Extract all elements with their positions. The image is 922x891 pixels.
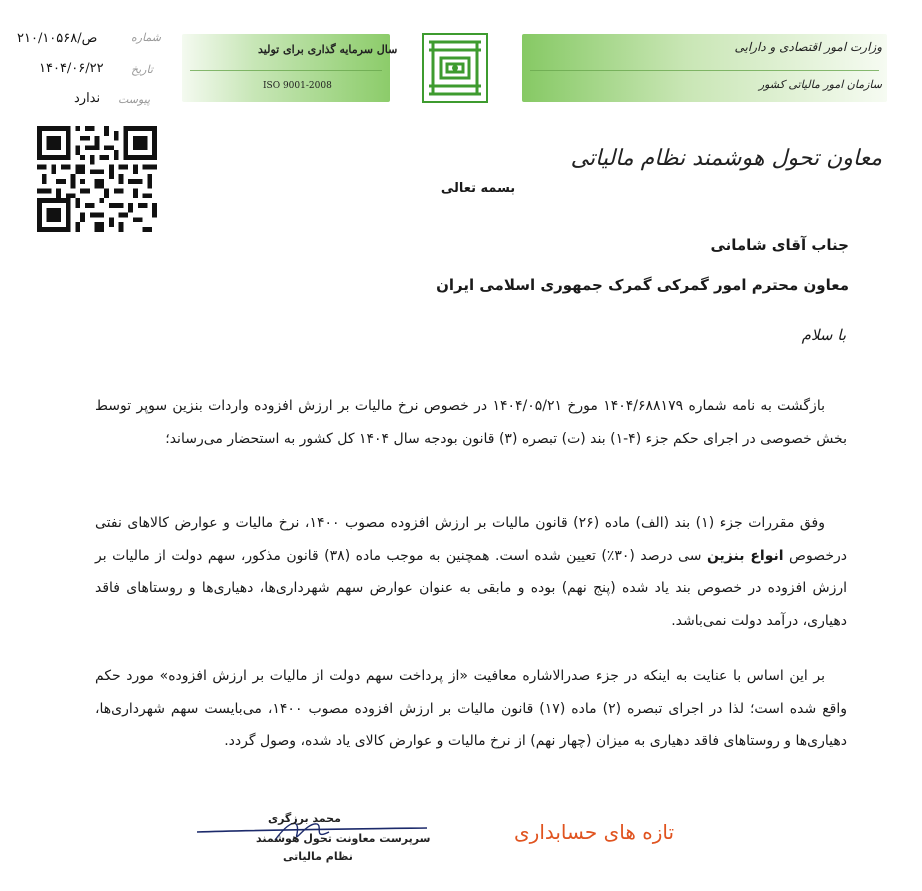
- salutation: با سلام: [801, 326, 846, 344]
- letter-number: ۲۱۰/۱۰۵۶۸/ص: [17, 31, 98, 46]
- paragraph-2-text-b: سی درصد (۳۰٪) تعیین شده است. همچنین به موجب ماده (۳۸) قانون مذکور، سهم دولت از مالیات بر ارزش افزوده در خصوص بند یاد شده (پنج نهم) بوده و مابقی به عنوان عوارض سهم شهرداری‌ها، دهیاری‌ها و روستاهای فاقد دهیاری، درآمد دولت نمی‌باشد.: [95, 547, 847, 629]
- paragraph-1-text: بازگشت به نامه شماره ۱۴۰۴/۶۸۸۱۷۹ مورخ ۱۴۰۴/۰۵/۲۱ در خصوص نرخ مالیات بر ارزش افزوده واردات بنزین سوپر توسط بخش خصوصی در اجرای حکم جزء (۴-۱) بند (ت) تبصره (۳) قانون بودجه سال ۱۴۰۴ کل کشور به استحضار می‌رساند؛: [95, 398, 847, 447]
- organization-name: سازمان امور مالیاتی کشور: [758, 78, 882, 91]
- deputy-title: معاون تحول هوشمند نظام مالیاتی: [570, 146, 882, 171]
- besmellah: [0, 181, 922, 196]
- paragraph-2-bold: انواع بنزین: [706, 547, 784, 564]
- qr-code: [37, 126, 157, 232]
- addressee-position: معاون محترم امور گمرکی گمرک جمهوری اسلامی ایران: [436, 276, 849, 294]
- letter-number-label: شماره: [131, 31, 162, 44]
- header-separator: [530, 70, 879, 71]
- signatory-title: سرپرست معاونت تحول هوشمند: [256, 832, 431, 845]
- slogan: سال سرمایه گذاری برای تولید: [258, 43, 398, 56]
- letter-attachment-label: پیوست: [118, 93, 151, 106]
- tax-organization-emblem-icon: [415, 28, 495, 108]
- iso-label: ISO 9001-2008: [263, 81, 332, 91]
- paragraph-1: [95, 390, 847, 455]
- letter-date: ۱۴۰۴/۰۶/۲۲: [39, 61, 104, 76]
- paragraph-2-text-a: وفق مقررات جزء (۱) بند (الف) ماده (۲۶) قانون مالیات بر ارزش افزوده مصوب ۱۴۰۰، نرخ مالیات و عوارض کالاهای نفتی درخصوص: [95, 515, 847, 564]
- paragraph-2: [95, 507, 847, 637]
- ministry-name: وزارت امور اقتصادی و دارایی: [734, 40, 882, 54]
- signatory-dept: نظام مالیاتی: [283, 850, 353, 863]
- paragraph-3: [95, 660, 847, 758]
- letter-attachment: ندارد: [74, 91, 101, 106]
- besmellah-text: بسمه تعالی: [440, 181, 516, 196]
- paragraph-3-text: بر این اساس با عنایت به اینکه در جزء صدرالاشاره معافیت «از پرداخت سهم دولت از مالیات بر ارزش افزوده» مورد حکم واقع شده است؛ لذا در اجرای تبصره (۲) ماده (۱۷) قانون مالیات بر ارزش افزوده مصوب ۱۴۰۰، می‌بایست سهم شهرداری‌ها، دهیاری‌ها و روستاهای فاقد دهیاری به میزان (چهار نهم) از نرخ مالیات و عوارض کالای یاد شده، وصول گردد.: [95, 668, 847, 749]
- addressee-name: جناب آقای شامانی: [710, 236, 849, 254]
- watermark-text: تازه های حسابداری: [514, 820, 675, 844]
- header-separator: [190, 70, 382, 71]
- letter-date-label: تاریخ: [131, 63, 153, 76]
- signatory-name: محمد برزگری: [268, 812, 341, 825]
